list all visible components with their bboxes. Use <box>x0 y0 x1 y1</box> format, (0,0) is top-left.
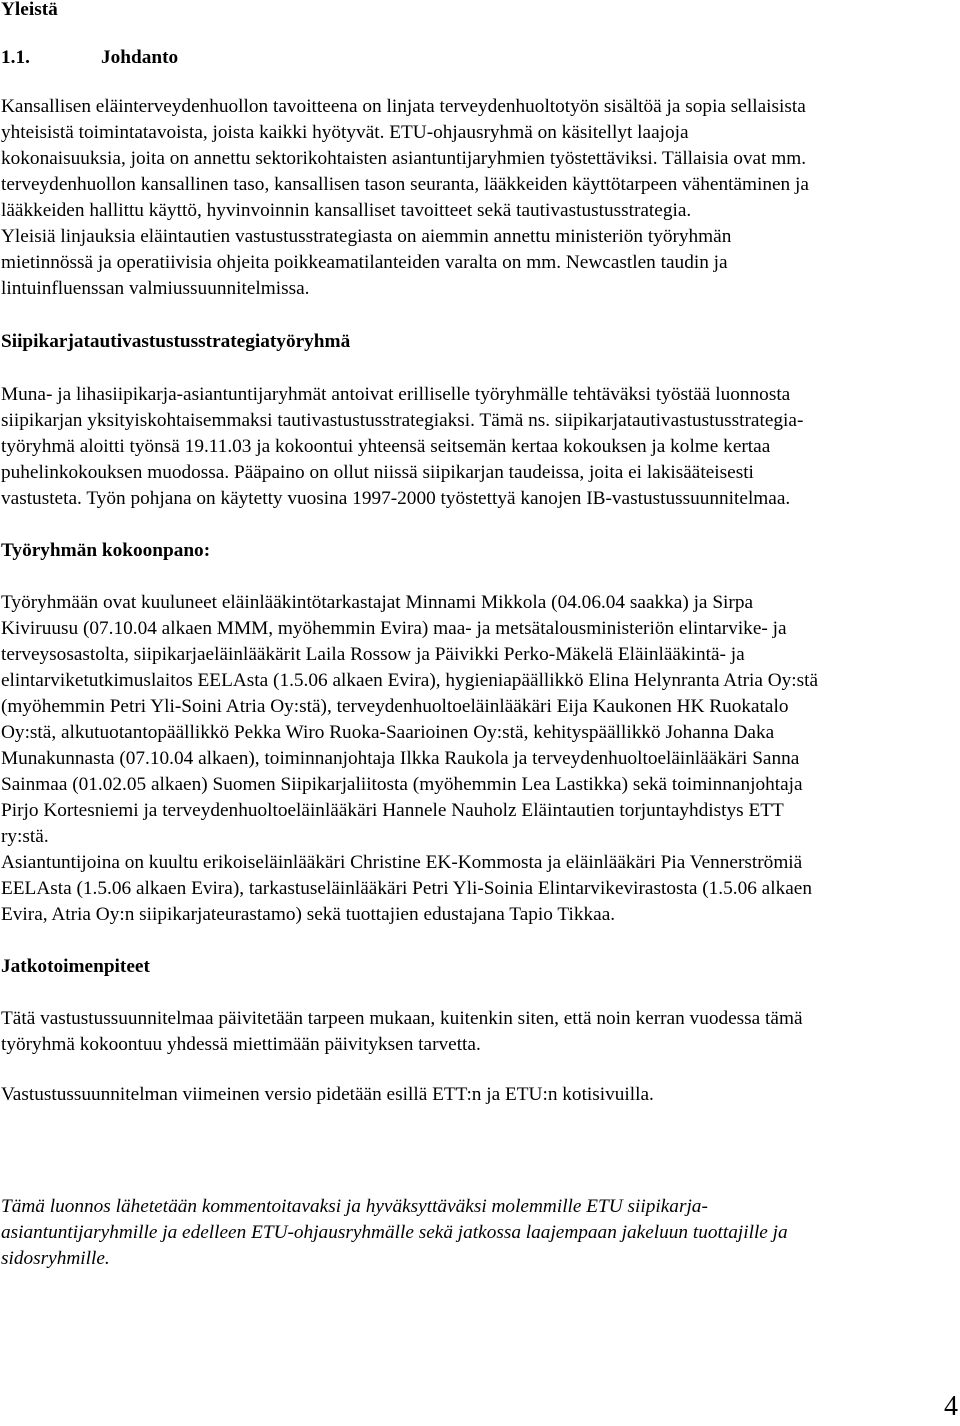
section-title: Johdanto <box>101 47 179 68</box>
composition-line: Kiviruusu (07.10.04 alkaen MMM, myöhemmin Evira) maa- ja metsätalousministeriön elintarvike- ja <box>1 618 787 639</box>
intro-line: lintuinfluenssan valmiussuunnitelmissa. <box>1 278 310 299</box>
composition-line: EELAsta (1.5.06 alkaen Evira), tarkastuseläinlääkäri Petri Yli-Soinia Elintarvikevirastosta (1.5.06 alkaen <box>1 878 812 899</box>
page-number: 4 <box>944 1391 958 1422</box>
composition-line: (myöhemmin Petri Yli-Soini Atria Oy:stä), terveydenhuoltoeläinlääkäri Eija Kaukonen HK Ruokatalo <box>1 696 789 717</box>
working-group-line: vastusteta. Työn pohjana on käytetty vuosina 1997-2000 työstettyä kanojen IB-vastustussuunnitelmaa. <box>1 488 791 509</box>
section-number: 1.1. <box>1 47 30 68</box>
intro-line: Kansallisen eläinterveydenhuollon tavoitteena on linjata terveydenhuoltotyön sisältöä ja sopia sellaisista <box>1 96 806 117</box>
composition-line: Pirjo Kortesniemi ja terveydenhuoltoeläinlääkäri Hannele Nauholz Eläintautien torjuntayhdistys ETT <box>1 800 784 821</box>
composition-line: Asiantuntijoina on kuultu erikoiseläinlääkäri Christine EK-Kommosta ja eläinlääkäri Pia Vennerströmiä <box>1 852 803 873</box>
composition-line: Munakunnasta (07.10.04 alkaen), toiminnanjohtaja Ilkka Raukola ja terveydenhuoltoeläinlääkäri Sanna <box>1 748 800 769</box>
composition-line: ry:stä. <box>1 826 49 847</box>
italic-note-line: Tämä luonnos lähetetään kommentoitavaksi ja hyväksyttäväksi molemmille ETU siipikarja- <box>1 1196 708 1217</box>
composition-line: Oy:stä, alkutuotantopäällikkö Pekka Wiro Ruoka-Saarioinen Oy:stä, kehityspäällikkö Johanna Daka <box>1 722 775 743</box>
intro-line: Yleisiä linjauksia eläintautien vastustusstrategiasta on aiemmin annettu ministeriön työryhmän <box>1 226 732 247</box>
top-heading: Yleistä <box>1 0 58 20</box>
followup-line: Tätä vastustussuunnitelmaa päivitetään tarpeen mukaan, kuitenkin siten, että noin kerran vuodessa tämä <box>1 1008 803 1029</box>
working-group-line: työryhmä aloitti työnsä 19.11.03 ja kokoontui yhteensä seitsemän kertaa kokouksen ja kolme kertaa <box>1 436 771 457</box>
composition-line: elintarviketutkimuslaitos EELAsta (1.5.06 alkaen Evira), hygieniapäällikkö Elina Helynranta Atria Oy:stä <box>1 670 819 691</box>
intro-line: lääkkeiden hallittu käyttö, hyvinvoinnin kansalliset tavoitteet sekä tautivastustusstrategia. <box>1 200 692 221</box>
intro-line: terveydenhuollon kansallinen taso, kansallisen tason seuranta, lääkkeiden käyttötarpeen vähentäminen ja <box>1 174 809 195</box>
intro-line: kokonaisuuksia, joita on annettu sektorikohtaisten asiantuntijaryhmien työstettäviksi. Tällaisia ovat mm. <box>1 148 807 169</box>
composition-line: Evira, Atria Oy:n siipikarjateurastamo) sekä tuottajien edustajana Tapio Tikkaa. <box>1 904 616 925</box>
followup-line: työryhmä kokoontuu yhdessä miettimään päivityksen tarvetta. <box>1 1034 481 1055</box>
intro-line: yhteisistä toimintatavoista, joista kaikki hyötyvät. ETU-ohjausryhmä on käsitellyt laajoja <box>1 122 689 143</box>
working-group-heading: Siipikarjatautivastustusstrategiatyöryhmä <box>1 331 351 352</box>
composition-heading: Työryhmän kokoonpano: <box>1 540 211 561</box>
composition-line: Sainmaa (01.02.05 alkaen) Suomen Siipikarjaliitosta (myöhemmin Lea Lastikka) sekä toiminnanjohtaja <box>1 774 803 795</box>
composition-line: terveysosastolta, siipikarjaeläinlääkärit Laila Rossow ja Päivikki Perko-Mäkelä Eläinlääkintä- ja <box>1 644 745 665</box>
working-group-line: Muna- ja lihasiipikarja-asiantuntijaryhmät antoivat erilliselle työryhmälle tehtäväksi työstää luonnosta <box>1 384 791 405</box>
composition-line: Työryhmään ovat kuuluneet eläinlääkintötarkastajat Minnami Mikkola (04.06.04 saakka) ja Sirpa <box>1 592 754 613</box>
latest-version-line: Vastustussuunnitelman viimeinen versio pidetään esillä ETT:n ja ETU:n kotisivuilla. <box>1 1084 654 1105</box>
italic-note-line: asiantuntijaryhmille ja edelleen ETU-ohjausryhmälle sekä jatkossa laajempaan jakeluun tuottajille ja <box>1 1222 788 1243</box>
working-group-line: puhelinkokouksen muodossa. Pääpaino on ollut niissä siipikarjan taudeissa, joita ei lakisääteisesti <box>1 462 754 483</box>
working-group-line: siipikarjan yksityiskohtaisemmaksi tautivastustusstrategiaksi. Tämä ns. siipikarjatautivastustusstrategia- <box>1 410 804 431</box>
intro-line: mietinnössä ja operatiivisia ohjeita poikkeamatilanteiden varalta on mm. Newcastlen taudin ja <box>1 252 728 273</box>
followup-heading: Jatkotoimenpiteet <box>1 956 150 977</box>
italic-note-line: sidosryhmille. <box>1 1248 110 1269</box>
